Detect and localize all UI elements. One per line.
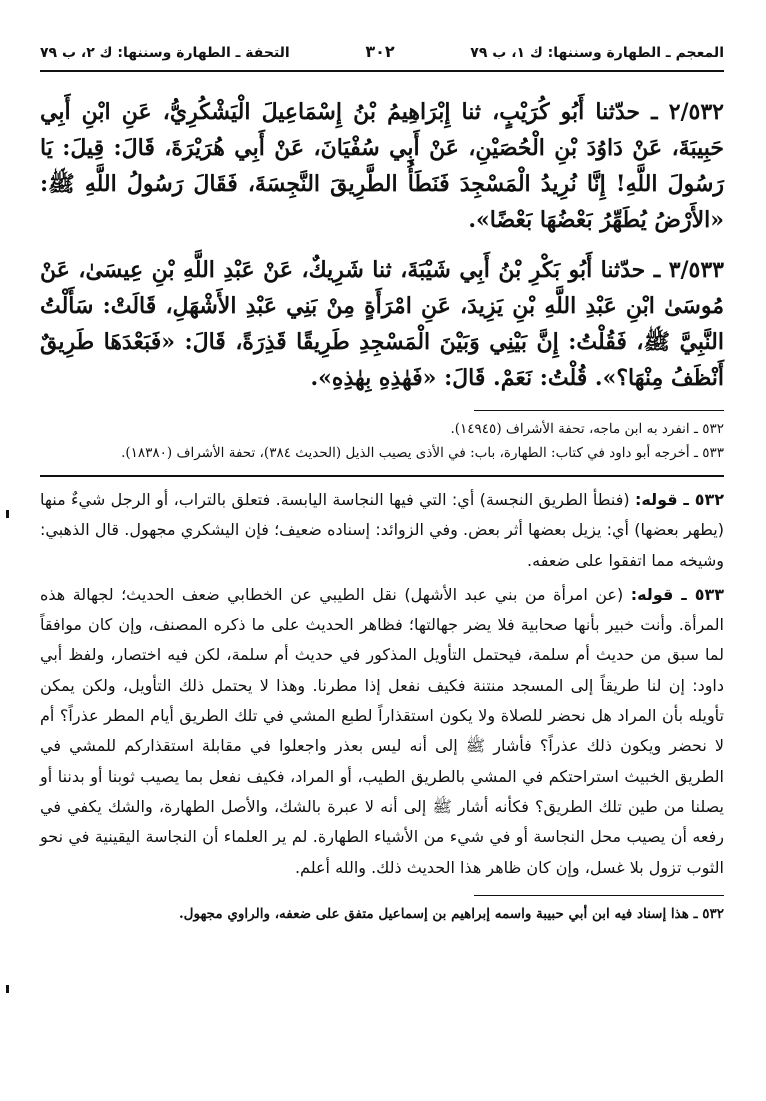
commentary-text: (فنطأ الطريق النجسة) أي: التي فيها النجاسة اليابسة. فتعلق بالتراب، أو الرجل شيءٌ منها (يطهر بعضها) أي: يزيل بعضها أثر بعض. وفي الزوائد: إسناده ضعيف؛ فإن اليشكري مجهول. قال الذهبي: وشيخه مما اتفقوا على ضعفه. — [40, 490, 724, 570]
takhrij-note-533: ٥٣٣ ـ أخرجه أبو داود في كتاب: الطهارة، باب: في الأذى يصيب الذيل (الحديث ٣٨٤)، تحفة الأشراف (١٨٣٨٠). — [121, 445, 724, 461]
commentary-lead: ٥٣٣ ـ قوله: — [630, 584, 725, 604]
hadith-number: ٣/٥٣٣ — [668, 257, 724, 283]
header-left-title: التحفة ـ الطهارة وسننها: ك ٢، ب ٧٩ — [40, 45, 290, 61]
hadith-532 — [40, 94, 724, 238]
zawaid-note: ٥٣٢ ـ هذا إسناد فيه ابن أبي حبيبة واسمه إبراهيم بن إسماعيل متفق على ضعفه، والراوي مجهول. — [178, 905, 724, 922]
hadith-text: ـ حدّثنا أَبُو بَكْرِ بْنُ أَبِي شَيْبَةَ، ثنا شَرِيكٌ، عَنْ عَبْدِ اللَّهِ بْنِ عِيسَىٰ، عَنْ مُوسَىٰ ابْنِ عَبْدِ اللَّهِ بْنِ يَزِيدَ، عَنِ امْرَأَةٍ مِنْ بَنِي عَبْدِ الأَشْهَلِ، قَالَتْ: سَأَلْتُ النَّبِيَّ ﷺ، فَقُلْتُ: إِنَّ بَيْنِي وَبَيْنَ الْمَسْجِدِ طَرِيقًا قَذِرَةً، قَالَ: — [40, 257, 725, 355]
hadith-533 — [40, 252, 724, 396]
scan-margin-mark-bottom — [6, 985, 9, 993]
hadith-quote: «الأَرْضُ يُطَهِّرُ بَعْضُهَا بَعْضًا». — [468, 207, 724, 233]
running-header — [40, 42, 724, 72]
takhrij-note-532: ٥٣٢ ـ انفرد به ابن ماجه، تحفة الأشراف (١٤٩٤٥). — [450, 421, 724, 437]
book-page — [40, 42, 724, 926]
commentary-533 — [40, 580, 724, 883]
commentary-divider — [40, 475, 724, 477]
commentary-532 — [40, 485, 724, 576]
hadith-text: ـ حدّثنا أَبُو كُرَيْبٍ، ثنا إِبْرَاهِيمُ بْنُ إِسْمَاعِيلَ الْيَشْكُرِيُّ، عَنِ ابْنِ أَبِي حَبِيبَةَ، عَنْ دَاوُدَ بْنِ الْحُصَيْنِ، عَنْ أَبِي سُفْيَانَ، عَنْ أَبِي هُرَيْرَةَ، قَالَ: قِيلَ: يَا رَسُولَ اللَّهِ! إِنَّا نُرِيدُ الْمَسْجِدَ فَنَطَأُ الطَّرِيقَ النَّجِسَةَ، فَقَالَ رَسُولُ اللَّهِ ﷺ: — [40, 99, 724, 197]
hadith-number: ٢/٥٣٢ — [668, 99, 724, 125]
hadith-section — [40, 94, 724, 396]
commentary-lead: ٥٣٢ ـ قوله: — [634, 490, 725, 509]
scan-margin-mark-top — [6, 510, 9, 518]
commentary-text: (عن امرأة من بني عبد الأشهل) نقل الطيبي عن الخطابي ضعف الحديث؛ لجهالة هذه المرأة. وأنت خبير بأنها صحابية فلا يضر جهالتها؛ فظاهر الحديث على ما ذكره المصنف، وإن كان موافقاً لما سبق من حديث أم سلمة، فيحتمل التأويل المذكور في حديث أم سلمة، لكن فيه اختصار، ولفظ أبي داود: إن لنا طريقاً إلى المسجد منتنة فكيف نفعل إذا مطرنا. وهذا لا يحتمل ذلك التأويل، ولكن يمكن تأويله بأن المراد هل نحضر للصلاة ولا يكون استقذاراً لطبع المشي في تلك الطريق أيام المطر عذراً؟ أم لا نحضر ويكون ذلك عذراً؟ فأشار ﷺ إلى أنه ليس بعذر واجعلوا في مقابلة استقذاركم للمشي في الطريق الخبيث استراحتكم في المشي بالطريق الطيب، أو المراد، فكيف نفعل بما يصيب ثوبنا أو بدننا أو يصلنا من طين تلك الطريق؟ فكأنه أشار ﷺ إلى أنه لا عبرة بالشك، والأصل الطهارة، والشك يكفي في رفعه أن يصيب محل النجاسة أو في شيء من الأشياء الطهارة. لم ير العلماء أن النجاسة اليقينية في نحو الثوب تزول بلا غسل، وإن كان ظاهر هذا الحديث ذلك. والله أعلم. — [40, 584, 724, 877]
header-right-title: المعجم ـ الطهارة وسننها: ك ١، ب ٧٩ — [470, 45, 724, 61]
zawaid-divider — [474, 895, 724, 896]
page-number: ٣٠٢ — [365, 42, 395, 61]
takhrij-divider — [474, 410, 724, 411]
hadith-quote: «فَبَعْدَهَا طَرِيقٌ أَنْظَفُ مِنْهَا؟». قُلْتُ: نَعَمْ. قَالَ: «فَهٰذِهِ بِهٰذِهِ». — [40, 329, 724, 391]
